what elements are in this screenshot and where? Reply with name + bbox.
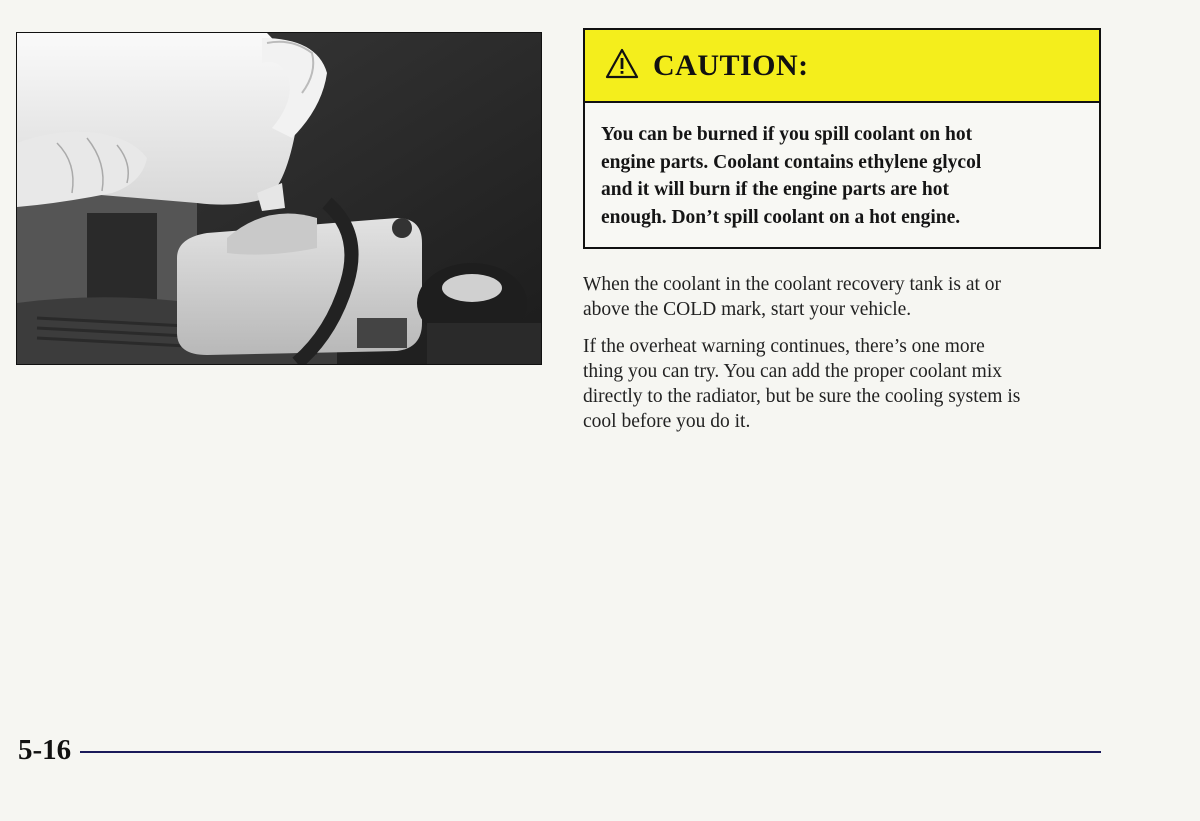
paragraph-line: directly to the radiator, but be sure the cooling system is <box>583 386 1021 407</box>
coolant-pouring-photo <box>16 32 542 365</box>
paragraph-line: cool before you do it. <box>583 411 751 432</box>
caution-line: engine parts. Coolant contains ethylene glycol <box>601 151 982 173</box>
paragraph-overheat <box>583 334 1103 434</box>
caution-line: You can be burned if you spill coolant on hot <box>601 124 973 145</box>
caution-header <box>585 30 1099 103</box>
paragraph-cold-mark <box>583 272 1103 322</box>
warning-triangle-icon <box>605 48 639 80</box>
caution-line: and it will burn if the engine parts are hot <box>601 179 949 200</box>
page-number: 5-16 <box>18 734 72 766</box>
caution-line: enough. Don’t spill coolant on a hot engine. <box>601 206 961 228</box>
paragraph-line: When the coolant in the coolant recovery tank is at or <box>583 274 1002 295</box>
caution-title: CAUTION: <box>653 48 809 82</box>
caution-text <box>585 103 1099 231</box>
caution-box <box>583 28 1101 249</box>
footer-rule <box>80 751 1101 753</box>
paragraph-line: thing you can try. You can add the proper coolant mix <box>583 361 1002 382</box>
paragraph-line: If the overheat warning continues, there’s one more <box>583 336 985 357</box>
paragraph-line: above the COLD mark, start your vehicle. <box>583 299 912 320</box>
